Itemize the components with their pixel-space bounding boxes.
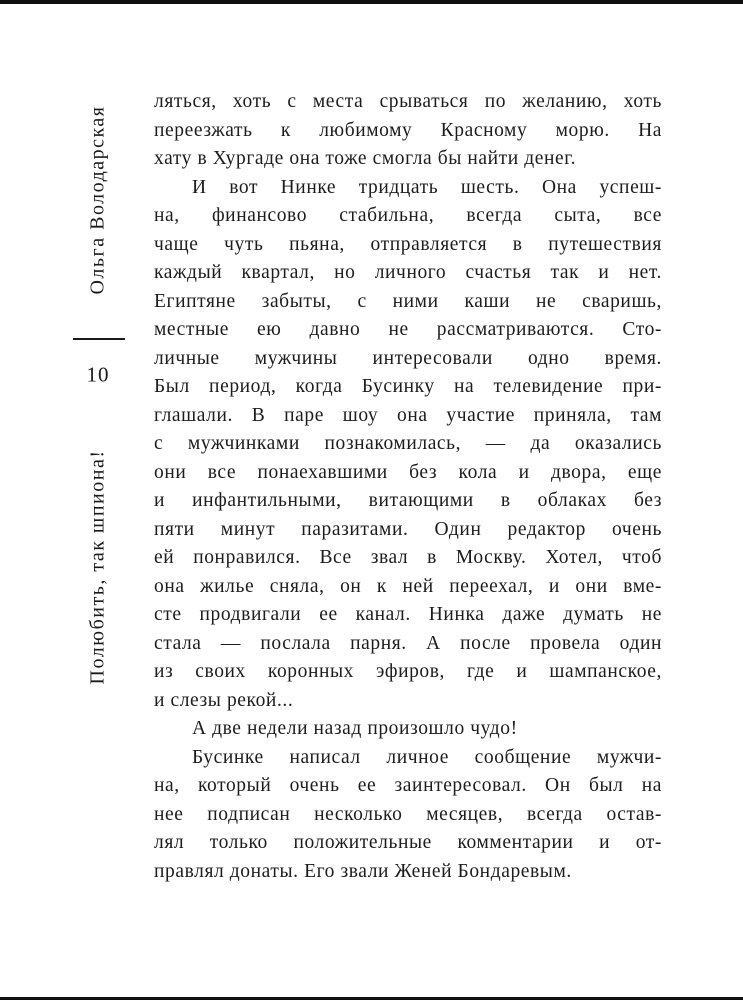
text-line: личные мужчины интересовали одно время. [154,347,662,369]
text-line: на, который очень ее заинтересовал. Он был на [154,775,662,796]
text-line: глашали. В паре шоу она участие приняла, там [154,404,662,426]
text-line: нее подписан несколько месяцев, всегда остав- [154,803,662,825]
text-line: из своих коронных эфиров, где и шампанское, [154,661,662,682]
text-line: Египтяне забыты, с ними каши не сваришь, [154,290,662,312]
margin-author-name: Ольга Володарская [86,105,109,295]
text-line: и инфантильными, витающими в облаках без [154,490,662,511]
page-edge-top [0,0,743,4]
text-line: стала — послала парня. А после провела один [154,632,662,654]
text-line: пяти минут паразитами. Один редактор очень [154,518,662,540]
text-line: Был период, когда Бусинку на телевидение при- [154,376,662,397]
text-line: переезжать к любимому Красному морю. На [154,119,662,141]
text-line: А две недели назад произошло чудо! [192,718,518,739]
text-line: лял только положительные комментарии и от- [154,832,662,853]
text-block [154,88,662,886]
text-line: правлял донаты. Его звали Женей Бондаревым. [154,860,572,882]
text-line: на, финансово стабильна, всегда сыта, все [154,205,662,226]
page-number: 10 [86,362,110,387]
text-line: Бусинке написал личное сообщение мужчи- [192,746,662,768]
text-line: и слезы рекой... [154,689,294,711]
margin-divider [73,338,125,340]
text-line: И вот Нинке тридцать шесть. Она успеш- [192,176,662,198]
text-line: ляться, хоть с места срываться по желанию, хоть [154,91,662,112]
text-line: ей понравился. Все звал в Москву. Хотел, чтоб [154,547,662,568]
margin-book-title: Полюбить, так шпиона! [86,449,109,685]
text-line: она жилье сняла, он к ней переехал, и они вме- [154,575,662,597]
text-line: чаще чуть пьяна, отправляется в путешествия [154,233,662,255]
text-line: каждый квартал, но личного счастья так и нет. [154,262,662,283]
text-line: местные ею давно не рассматриваются. Сто- [154,319,662,340]
text-line: с мужчинками познакомилась, — да оказались [154,433,662,454]
text-line: сте продвигали ее канал. Нинка даже думать не [154,604,662,625]
text-lines [154,88,662,886]
text-line: они все понаехавшими без кола и двора, еще [154,461,662,483]
text-line: хату в Хургаде она тоже смогла бы найти денег. [154,148,577,169]
